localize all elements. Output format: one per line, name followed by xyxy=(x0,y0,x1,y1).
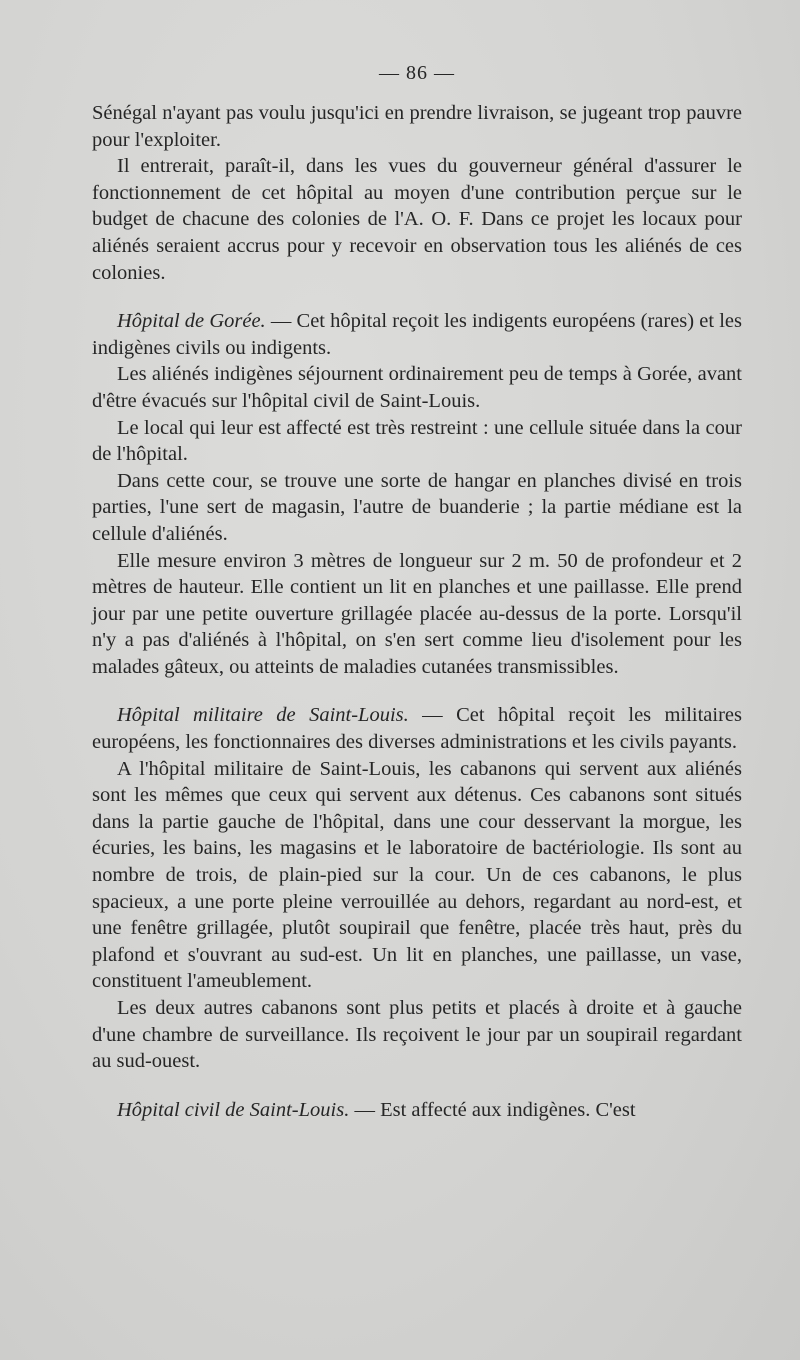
paragraph-militaire-cabanons: A l'hôpital militaire de Saint-Louis, les cabanons qui servent aux aliénés sont les mêmes que ceux qui servent aux détenus. Ces cabanons sont situés dans la partie gauche de l'hôpital, dans une cour desservant la morgue, les écuries, les bains, les magasins et le laboratoire de bactériologie. Ils sont au nombre de trois, de plain-pied sur la cour. Un de ces cabanons, le plus spacieux, a une porte pleine verrouillée au dehors, regardant au nord-est, et une fenêtre grillagée, plutôt soupirail que fenêtre, placée très haut, près du plafond et s'ouvrant au sud-est. Un lit en planches, une paillasse, un vase, constituent l'ameublement. xyxy=(92,757,742,993)
paragraph-militaire-autres: Les deux autres cabanons sont plus petits et placés à droite et à gauche d'une chambre de surveillance. Ils reçoivent le jour par un soupirail regardant au sud-ouest. xyxy=(92,997,742,1073)
paragraph-goree-intro xyxy=(92,308,742,361)
section-heading-militaire: Hôpital militaire de Saint-Louis. xyxy=(117,704,409,727)
paragraph-goree-hangar: Dans cette cour, se trouve une sorte de hangar en planches divisé en trois parties, l'une sert de magasin, l'autre de buanderie ; la partie médiane est la cellule d'aliénés. xyxy=(92,469,742,545)
paragraph-text: — Cet hôpital reçoit les indigents européens (rares) et les indigènes civils ou indigents. xyxy=(92,310,742,359)
page-number: — 86 — xyxy=(379,62,455,84)
paragraph-goree-local: Le local qui leur est affecté est très restreint : une cellule située dans la cour de l'hôpital. xyxy=(92,416,742,466)
document-page xyxy=(92,56,742,1123)
section-heading-goree: Hôpital de Gorée. xyxy=(117,310,266,333)
paragraph-gouverneur: Il entrerait, paraît-il, dans les vues du gouverneur général d'assurer le fonctionnement de cet hôpital au moyen d'une contribution perçue sur le budget de chacune des colonies de l'A. O. F. Dans ce projet les locaux pour aliénés seraient accrus pour y recevoir en observation tous les aliénés de ces colonies. xyxy=(92,155,742,284)
paragraph-militaire-intro xyxy=(92,702,742,755)
paragraph-continuation: Sénégal n'ayant pas voulu jusqu'ici en prendre livraison, se jugeant trop pauvre pour l'exploiter. xyxy=(92,102,742,151)
section-heading-civil: Hôpital civil de Saint-Louis. xyxy=(117,1098,350,1121)
paragraph-goree-cellule: Elle mesure environ 3 mètres de longueur sur 2 m. 50 de profondeur et 2 mètres de hauteur. Elle contient un lit en planches et une paillasse. Elle prend jour par une petite ouverture grillagée placée au-dessus de la porte. Lorsqu'il n'y a pas d'aliénés à l'hôpital, on s'en sert comme lieu d'isolement pour les malades gâteux, ou atteints de maladies cutanées transmissibles. xyxy=(92,549,742,678)
paragraph-goree-alienes: Les aliénés indigènes séjournent ordinairement peu de temps à Gorée, avant d'être évacués sur l'hôpital civil de Saint-Louis. xyxy=(92,363,742,412)
paragraph-text: — Est affecté aux indigènes. C'est xyxy=(349,1098,636,1121)
paragraph-civil-intro xyxy=(92,1097,742,1124)
paragraph-text: — Cet hôpital reçoit les militaires européens, les fonctionnaires des diverses administrations et les civils payants. xyxy=(92,704,742,754)
